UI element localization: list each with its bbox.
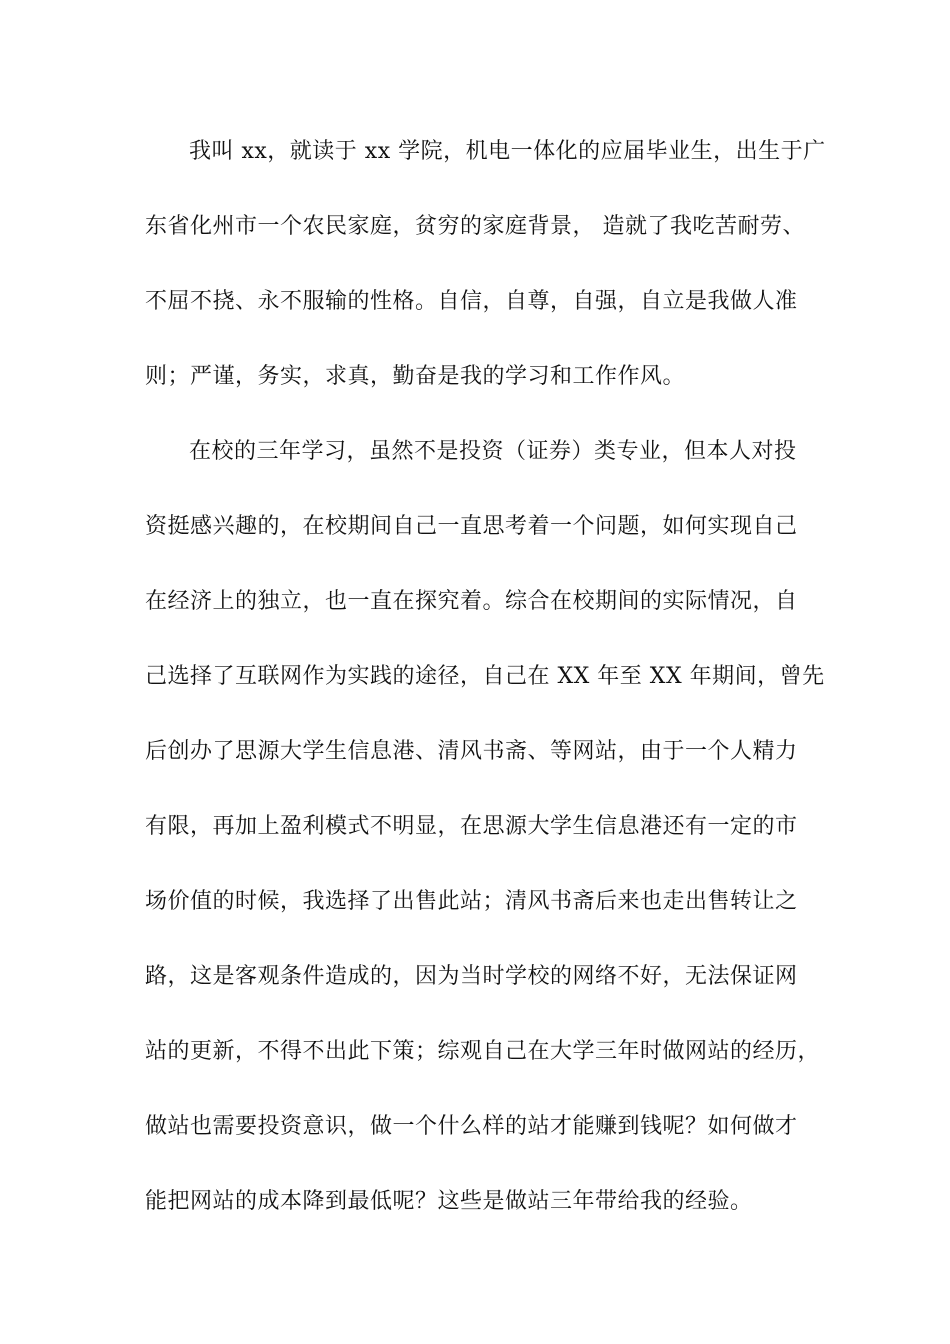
- paragraph-2-line-10: 做站也需要投资意识，做一个什么样的站才能赚到钱呢？如何做才: [145, 1114, 798, 1139]
- paragraph-2-line-8: 路，这是客观条件造成的，因为当时学校的网络不好，无法保证网: [145, 964, 798, 989]
- paragraph-1-line-1: 我叫 xx，就读于 xx 学院，机电一体化的应届毕业生，出生于广: [189, 139, 826, 164]
- paragraph-2-line-7: 场价值的时候，我选择了出售此站；清风书斋后来也走出售转让之: [145, 889, 798, 914]
- paragraph-2-line-9: 站的更新，不得不出此下策；综观自己在大学三年时做网站的经历，: [145, 1039, 821, 1064]
- paragraph-2-line-4: 己选择了互联网作为实践的途径，自己在 XX 年至 XX 年期间，曾先: [145, 664, 825, 689]
- paragraph-2-line-6: 有限，再加上盈利模式不明显，在思源大学生信息港还有一定的市: [145, 814, 798, 839]
- paragraph-2-line-2: 资挺感兴趣的，在校期间自己一直思考着一个问题，如何实现自己: [145, 514, 798, 539]
- paragraph-2-line-3: 在经济上的独立，也一直在探究着。综合在校期间的实际情况，自: [145, 589, 798, 614]
- paragraph-1-line-4: 则；严谨，务实，求真，勤奋是我的学习和工作作风。: [145, 364, 686, 389]
- paragraph-2-line-11: 能把网站的成本降到最低呢？这些是做站三年带给我的经验。: [145, 1189, 753, 1214]
- paragraph-2-line-5: 后创办了思源大学生信息港、清风书斋、等网站，由于一个人精力: [145, 739, 798, 764]
- paragraph-1-line-2: 东省化州市一个农民家庭，贫穷的家庭背景， 造就了我吃苦耐劳、: [145, 214, 805, 239]
- paragraph-2-line-1: 在校的三年学习，虽然不是投资（证券）类专业，但本人对投: [189, 439, 797, 464]
- paragraph-1-line-3: 不屈不挠、永不服输的性格。自信，自尊，自强，自立是我做人准: [145, 289, 798, 314]
